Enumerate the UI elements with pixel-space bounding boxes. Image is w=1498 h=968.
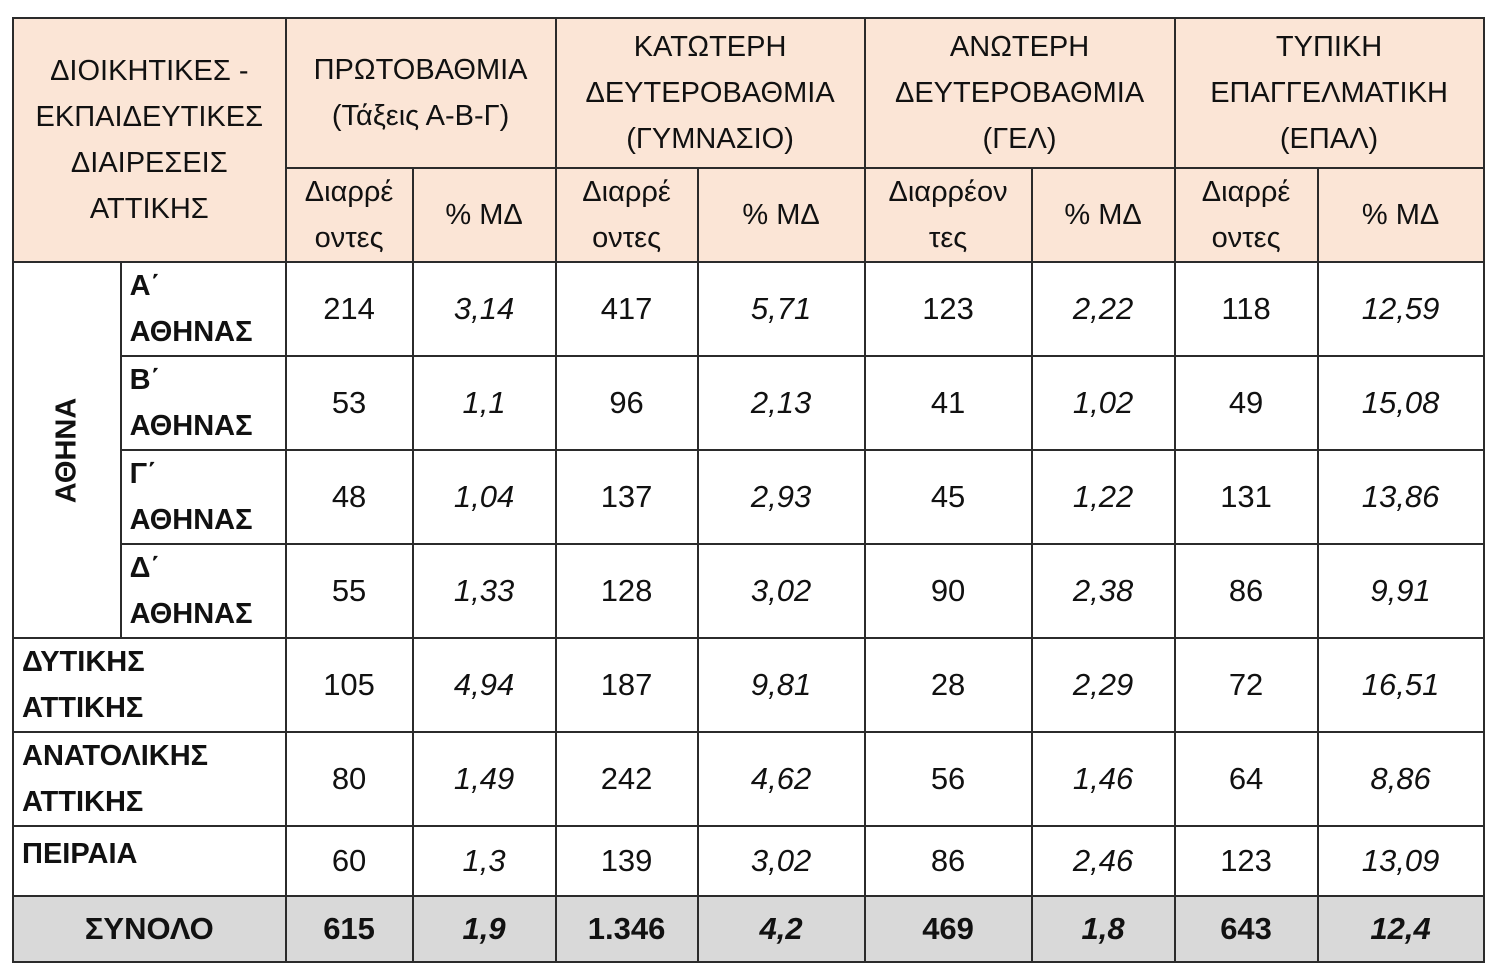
row-label-line: Γ΄ — [129, 458, 157, 490]
header-line: ΔΕΥΤΕΡΟΒΑΘΜΙΑ — [585, 77, 835, 109]
dropouts-cell: 123 — [865, 262, 1032, 356]
subheader-dropouts-line: Διαρρέ — [582, 176, 671, 208]
percent-cell: 1,1 — [413, 356, 556, 450]
athens-label-text: ΑΘΗΝΑ — [50, 397, 83, 503]
percent-cell: 13,09 — [1318, 826, 1484, 896]
row-label — [13, 826, 286, 896]
header-line: ΑΝΩΤΕΡΗ — [949, 31, 1090, 63]
percent-cell: 12,4 — [1318, 896, 1484, 962]
dropouts-cell: 28 — [865, 638, 1032, 732]
header-primary — [286, 18, 556, 168]
header-vocational — [1175, 18, 1484, 168]
percent-cell: 16,51 — [1318, 638, 1484, 732]
dropouts-cell: 72 — [1175, 638, 1318, 732]
dropouts-cell: 128 — [556, 544, 698, 638]
subheader-dropouts — [556, 168, 698, 262]
dropouts-cell: 242 — [556, 732, 698, 826]
row-label-line: ΑΤΤΙΚΗΣ — [22, 786, 144, 818]
row-label-line: Β΄ — [129, 364, 161, 396]
percent-cell: 9,91 — [1318, 544, 1484, 638]
percent-cell: 3,02 — [698, 826, 865, 896]
row-label-line: ΑΝΑΤΟΛΙΚΗΣ — [22, 740, 209, 772]
percent-cell: 1,33 — [413, 544, 556, 638]
table-row — [13, 826, 1484, 896]
percent-cell: 1,8 — [1032, 896, 1175, 962]
header-line: (ΕΠΑΛ) — [1279, 123, 1379, 155]
dropouts-cell: 469 — [865, 896, 1032, 962]
percent-cell: 12,59 — [1318, 262, 1484, 356]
table-row — [13, 544, 1484, 638]
dropouts-cell: 49 — [1175, 356, 1318, 450]
percent-cell: 2,46 — [1032, 826, 1175, 896]
row-label — [13, 732, 286, 826]
header-line: (Τάξεις Α-Β-Γ) — [331, 100, 510, 132]
subheader-dropouts-line: Διαρρέ — [304, 176, 394, 208]
row-label — [121, 356, 286, 450]
header-line: ΔΕΥΤΕΡΟΒΑΘΜΙΑ — [894, 77, 1145, 109]
dropouts-cell: 41 — [865, 356, 1032, 450]
subheader-dropouts-line: οντες — [592, 222, 662, 254]
subheader-dropouts — [865, 168, 1032, 262]
percent-cell: 8,86 — [1318, 732, 1484, 826]
header-line: (ΓΥΜΝΑΣΙΟ) — [626, 123, 794, 155]
dropout-table — [12, 17, 1485, 963]
percent-cell: 4,94 — [413, 638, 556, 732]
header-region-line: ΑΤΤΙΚΗΣ — [89, 193, 209, 225]
header-line: (ΓΕΛ) — [982, 123, 1057, 155]
percent-cell: 1,22 — [1032, 450, 1175, 544]
percent-cell: 1,46 — [1032, 732, 1175, 826]
athens-group-label — [13, 262, 121, 638]
subheader-dropouts-line: οντες — [314, 222, 384, 254]
header-line: ΤΥΠΙΚΗ — [1275, 31, 1383, 63]
header-line: ΕΠΑΓΓΕΛΜΑΤΙΚΗ — [1210, 77, 1448, 109]
percent-cell: 15,08 — [1318, 356, 1484, 450]
dropouts-cell: 45 — [865, 450, 1032, 544]
percent-cell: 2,38 — [1032, 544, 1175, 638]
percent-cell: 4,2 — [698, 896, 865, 962]
header-line: ΚΑΤΩΤΕΡΗ — [633, 31, 787, 63]
subheader-percent: % ΜΔ — [698, 168, 865, 262]
percent-cell: 1,9 — [413, 896, 556, 962]
percent-cell: 1,49 — [413, 732, 556, 826]
header-line: ΠΡΩΤΟΒΑΘΜΙΑ — [313, 54, 528, 86]
row-label — [13, 638, 286, 732]
dropouts-cell: 214 — [286, 262, 413, 356]
row-label-line: ΠΕΙΡΑΙΑ — [22, 838, 138, 870]
percent-cell: 4,62 — [698, 732, 865, 826]
percent-cell: 1,3 — [413, 826, 556, 896]
row-label-line: Α΄ — [129, 270, 161, 302]
header-region-line: ΔΙΟΙΚΗΤΙΚΕΣ - — [50, 55, 249, 87]
header-lower-secondary — [556, 18, 865, 168]
header-region-line: ΔΙΑΙΡΕΣΕΙΣ — [70, 147, 228, 179]
dropouts-cell: 1.346 — [556, 896, 698, 962]
dropouts-cell: 615 — [286, 896, 413, 962]
table-row — [13, 356, 1484, 450]
subheader-dropouts-line: τες — [928, 222, 968, 254]
subheader-percent: % ΜΔ — [413, 168, 556, 262]
dropouts-cell: 53 — [286, 356, 413, 450]
dropouts-cell: 48 — [286, 450, 413, 544]
table-row — [13, 450, 1484, 544]
subheader-dropouts — [286, 168, 413, 262]
dropouts-cell: 131 — [1175, 450, 1318, 544]
percent-cell: 3,02 — [698, 544, 865, 638]
subheader-dropouts — [1175, 168, 1318, 262]
row-label-line: ΑΘΗΝΑΣ — [129, 316, 253, 348]
total-row — [13, 896, 1484, 962]
subheader-dropouts-line: οντες — [1211, 222, 1281, 254]
percent-cell: 2,13 — [698, 356, 865, 450]
dropouts-cell: 417 — [556, 262, 698, 356]
dropouts-cell: 137 — [556, 450, 698, 544]
subheader-percent: % ΜΔ — [1318, 168, 1484, 262]
percent-cell: 1,04 — [413, 450, 556, 544]
dropouts-cell: 56 — [865, 732, 1032, 826]
row-label — [121, 262, 286, 356]
header-region — [13, 18, 286, 262]
percent-cell: 1,02 — [1032, 356, 1175, 450]
dropouts-cell: 90 — [865, 544, 1032, 638]
dropouts-cell: 139 — [556, 826, 698, 896]
row-label-line: ΑΘΗΝΑΣ — [129, 504, 253, 536]
subheader-percent: % ΜΔ — [1032, 168, 1175, 262]
dropouts-cell: 80 — [286, 732, 413, 826]
row-label-line: ΑΤΤΙΚΗΣ — [22, 692, 144, 724]
percent-cell: 2,93 — [698, 450, 865, 544]
header-upper-secondary — [865, 18, 1175, 168]
subheader-dropouts-line: Διαρρέον — [888, 176, 1008, 208]
table-row — [13, 732, 1484, 826]
percent-cell: 3,14 — [413, 262, 556, 356]
header-region-line: ΕΚΠΑΙΔΕΥΤΙΚΕΣ — [35, 101, 264, 133]
percent-cell: 2,29 — [1032, 638, 1175, 732]
dropouts-cell: 187 — [556, 638, 698, 732]
row-label-line: ΔΥΤΙΚΗΣ — [22, 646, 145, 678]
total-label: ΣΥΝΟΛΟ — [13, 896, 286, 962]
row-label-line: ΑΘΗΝΑΣ — [129, 598, 253, 630]
row-label — [121, 544, 286, 638]
dropouts-cell: 64 — [1175, 732, 1318, 826]
dropouts-cell: 55 — [286, 544, 413, 638]
row-label-line: ΑΘΗΝΑΣ — [129, 410, 253, 442]
row-label — [121, 450, 286, 544]
dropouts-cell: 118 — [1175, 262, 1318, 356]
dropouts-cell: 643 — [1175, 896, 1318, 962]
dropouts-cell: 105 — [286, 638, 413, 732]
percent-cell: 5,71 — [698, 262, 865, 356]
table-row — [13, 638, 1484, 732]
dropouts-cell: 86 — [865, 826, 1032, 896]
dropouts-cell: 123 — [1175, 826, 1318, 896]
percent-cell: 9,81 — [698, 638, 865, 732]
percent-cell: 2,22 — [1032, 262, 1175, 356]
dropouts-cell: 96 — [556, 356, 698, 450]
dropouts-cell: 60 — [286, 826, 413, 896]
table-row — [13, 262, 1484, 356]
subheader-dropouts-line: Διαρρέ — [1201, 176, 1291, 208]
dropouts-cell: 86 — [1175, 544, 1318, 638]
percent-cell: 13,86 — [1318, 450, 1484, 544]
row-label-line: Δ΄ — [129, 552, 161, 584]
